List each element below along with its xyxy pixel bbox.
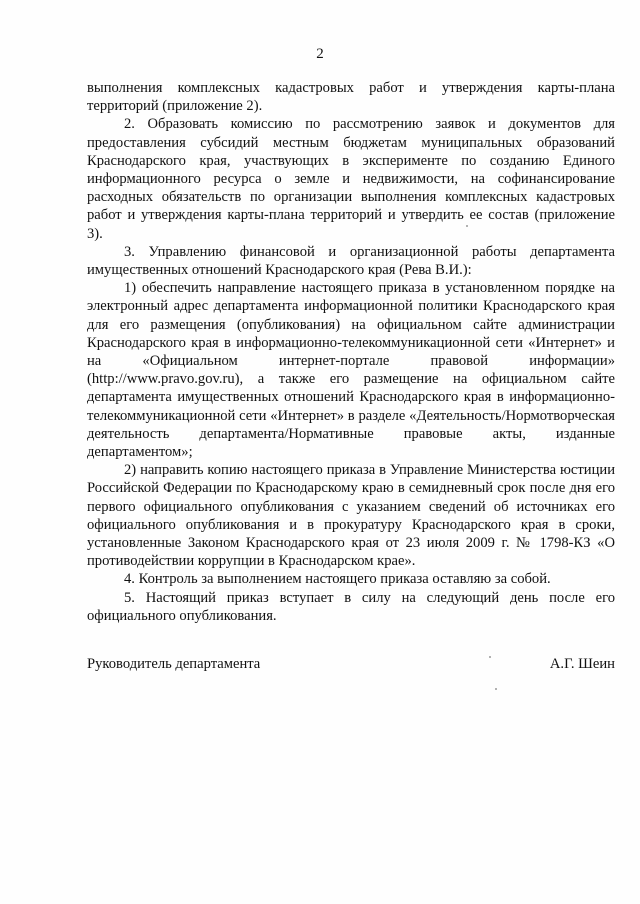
scan-speck	[495, 688, 497, 690]
paragraph-continuation: выполнения комплексных кадастровых работ и утверждения карты-плана территорий (приложение 2).	[87, 80, 615, 115]
signatory-name: А.Г. Шеин	[549, 656, 615, 672]
page-number: 2	[316, 46, 324, 62]
subparagraph-2: 2) направить копию настоящего приказа в Управление Министерства юстиции Российской Федерации по Краснодарскому краю в семидневный срок после дня его первого официального опубликования с указанием сведений об источниках его официального опубликования и в прокуратуру Краснодарского края в сроки, установленные Законом Краснодарского края от 23 июля 2009 г. № 1798-КЗ «О противодействии коррупции в Краснодарском крае».	[87, 462, 615, 570]
signature-block	[87, 655, 615, 673]
subparagraph-1: 1) обеспечить направление настоящего приказа в установленном порядке на электронный адрес департамента информационной политики Краснодарского края для его размещения (опубликования) на официальном сайте администрации Краснодарского края в информационно-телекоммуникационной сети «Интернет» и на «Официальном интернет-портале правовой информации» (http://www.pravo.gov.ru), а также его размещение на официальном сайте департамента имущественных отношений Краснодарского края в информационно-телекоммуникационной сети «Интернет» в разделе «Деятельность/Нормотворческая деятельность департамента/Нормативные правовые акты, изданные департаментом»;	[87, 280, 615, 461]
signatory-position: Руководитель департамента	[87, 656, 261, 672]
scan-speck	[466, 225, 468, 227]
paragraph-item-4: 4. Контроль за выполнением настоящего приказа оставляю за собой.	[124, 571, 551, 588]
paragraph-item-3: 3. Управлению финансовой и организационной работы департамента имущественных отношений Краснодарского края (Рева В.И.):	[87, 243, 615, 279]
scan-speck	[489, 656, 491, 658]
document-body	[87, 79, 615, 625]
paragraph-item-5: 5. Настоящий приказ вступает в силу на следующий день после его официального опубликования.	[87, 589, 615, 624]
paragraph-item-2: 2. Образовать комиссию по рассмотрению заявок и документов для предоставления субсидий местным бюджетам муниципальных образований Краснодарского края, участвующих в эксперименте по созданию Единого информационного ресурса о земле и недвижимости, на софинансирование расходных обязательств по организации выполнения комплексных кадастровых работ и утверждения карты-плана территорий и утвердить ее состав (приложение 3).	[87, 116, 615, 242]
